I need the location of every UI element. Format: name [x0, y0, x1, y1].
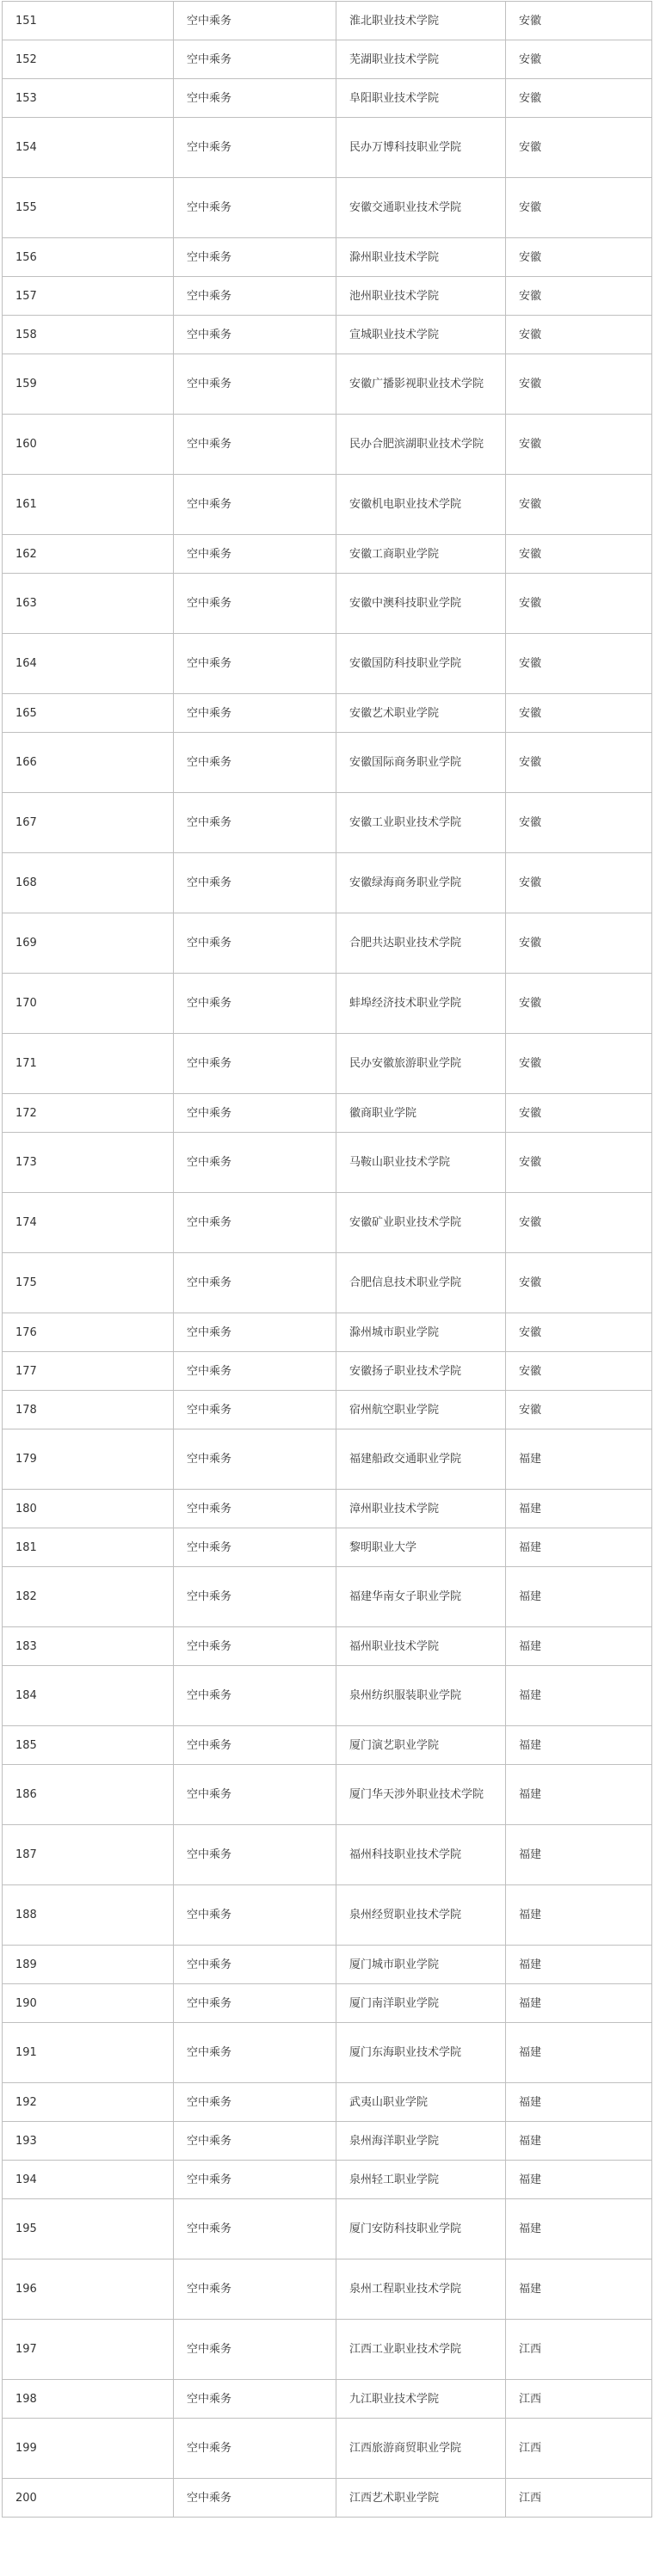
table-row: [3, 475, 652, 535]
table-row: [3, 2259, 652, 2320]
row-number-cell: 183: [3, 1627, 174, 1666]
province-cell: 安徽: [506, 1193, 652, 1253]
province-cell: 安徽: [506, 1253, 652, 1313]
table-row: [3, 634, 652, 694]
school-name-cell: 池州职业技术学院: [336, 277, 506, 316]
province-cell: 安徽: [506, 634, 652, 694]
school-name-cell: 武夷山职业学院: [336, 2083, 506, 2122]
major-cell: 空中乘务: [174, 1946, 336, 1984]
table-row: [3, 1528, 652, 1567]
row-number-cell: 192: [3, 2083, 174, 2122]
province-cell: 安徽: [506, 793, 652, 853]
province-cell: 福建: [506, 1429, 652, 1490]
major-cell: 空中乘务: [174, 974, 336, 1034]
major-cell: 空中乘务: [174, 733, 336, 793]
province-cell: 福建: [506, 1765, 652, 1825]
province-cell: 福建: [506, 2259, 652, 2320]
major-cell: 空中乘务: [174, 535, 336, 574]
province-cell: 安徽: [506, 238, 652, 277]
row-number-cell: 185: [3, 1726, 174, 1765]
table-row: [3, 1133, 652, 1193]
major-cell: 空中乘务: [174, 853, 336, 913]
table-row: [3, 1313, 652, 1352]
school-name-cell: 阜阳职业技术学院: [336, 79, 506, 118]
province-cell: 安徽: [506, 733, 652, 793]
major-cell: 空中乘务: [174, 178, 336, 238]
table-row: [3, 2161, 652, 2199]
school-name-cell: 江西旅游商贸职业学院: [336, 2419, 506, 2479]
school-name-cell: 安徽艺术职业学院: [336, 694, 506, 733]
major-cell: 空中乘务: [174, 1193, 336, 1253]
row-number-cell: 193: [3, 2122, 174, 2161]
row-number-cell: 152: [3, 40, 174, 79]
table-row: [3, 2419, 652, 2479]
table-row: [3, 2479, 652, 2518]
major-cell: 空中乘务: [174, 354, 336, 415]
school-table-body: [3, 2, 652, 2518]
school-name-cell: 安徽机电职业技术学院: [336, 475, 506, 535]
major-cell: 空中乘务: [174, 2023, 336, 2083]
row-number-cell: 174: [3, 1193, 174, 1253]
table-row: [3, 1825, 652, 1885]
table-row: [3, 694, 652, 733]
row-number-cell: 171: [3, 1034, 174, 1094]
table-row: [3, 1627, 652, 1666]
table-row: [3, 733, 652, 793]
table-row: [3, 2023, 652, 2083]
major-cell: 空中乘务: [174, 2479, 336, 2518]
major-cell: 空中乘务: [174, 1313, 336, 1352]
school-name-cell: 安徽工业职业技术学院: [336, 793, 506, 853]
major-cell: 空中乘务: [174, 1726, 336, 1765]
province-cell: 福建: [506, 2023, 652, 2083]
province-cell: 福建: [506, 1726, 652, 1765]
table-row: [3, 354, 652, 415]
major-cell: 空中乘务: [174, 475, 336, 535]
province-cell: 福建: [506, 1885, 652, 1946]
row-number-cell: 163: [3, 574, 174, 634]
school-name-cell: 安徽中澳科技职业学院: [336, 574, 506, 634]
major-cell: 空中乘务: [174, 1528, 336, 1567]
province-cell: 江西: [506, 2419, 652, 2479]
province-cell: 福建: [506, 2083, 652, 2122]
school-name-cell: 泉州纺织服装职业学院: [336, 1666, 506, 1726]
row-number-cell: 179: [3, 1429, 174, 1490]
province-cell: 安徽: [506, 694, 652, 733]
major-cell: 空中乘务: [174, 1094, 336, 1133]
row-number-cell: 178: [3, 1391, 174, 1429]
province-cell: 安徽: [506, 118, 652, 178]
row-number-cell: 155: [3, 178, 174, 238]
province-cell: 江西: [506, 2380, 652, 2419]
major-cell: 空中乘务: [174, 238, 336, 277]
table-row: [3, 2083, 652, 2122]
row-number-cell: 176: [3, 1313, 174, 1352]
school-name-cell: 安徽绿海商务职业学院: [336, 853, 506, 913]
school-name-cell: 厦门城市职业学院: [336, 1946, 506, 1984]
table-row: [3, 974, 652, 1034]
table-row: [3, 1253, 652, 1313]
row-number-cell: 173: [3, 1133, 174, 1193]
province-cell: 福建: [506, 1567, 652, 1627]
province-cell: 福建: [506, 1528, 652, 1567]
school-name-cell: 安徽工商职业学院: [336, 535, 506, 574]
province-cell: 安徽: [506, 1391, 652, 1429]
table-row: [3, 118, 652, 178]
row-number-cell: 187: [3, 1825, 174, 1885]
row-number-cell: 160: [3, 415, 174, 475]
row-number-cell: 158: [3, 316, 174, 354]
table-row: [3, 1352, 652, 1391]
school-name-cell: 徽商职业学院: [336, 1094, 506, 1133]
row-number-cell: 168: [3, 853, 174, 913]
school-name-cell: 黎明职业大学: [336, 1528, 506, 1567]
major-cell: 空中乘务: [174, 40, 336, 79]
table-row: [3, 2199, 652, 2259]
row-number-cell: 153: [3, 79, 174, 118]
province-cell: 安徽: [506, 574, 652, 634]
row-number-cell: 154: [3, 118, 174, 178]
school-name-cell: 滁州职业技术学院: [336, 238, 506, 277]
row-number-cell: 151: [3, 2, 174, 40]
province-cell: 安徽: [506, 1313, 652, 1352]
table-row: [3, 40, 652, 79]
table-row: [3, 1946, 652, 1984]
school-name-cell: 民办合肥滨湖职业技术学院: [336, 415, 506, 475]
table-row: [3, 535, 652, 574]
major-cell: 空中乘务: [174, 1133, 336, 1193]
row-number-cell: 161: [3, 475, 174, 535]
table-row: [3, 853, 652, 913]
province-cell: 福建: [506, 1825, 652, 1885]
table-row: [3, 2, 652, 40]
province-cell: 福建: [506, 2199, 652, 2259]
row-number-cell: 170: [3, 974, 174, 1034]
school-name-cell: 福建船政交通职业学院: [336, 1429, 506, 1490]
table-row: [3, 277, 652, 316]
table-row: [3, 1984, 652, 2023]
major-cell: 空中乘务: [174, 1253, 336, 1313]
school-name-cell: 宿州航空职业学院: [336, 1391, 506, 1429]
row-number-cell: 197: [3, 2320, 174, 2380]
school-name-cell: 安徽矿业职业技术学院: [336, 1193, 506, 1253]
school-name-cell: 合肥共达职业技术学院: [336, 913, 506, 974]
major-cell: 空中乘务: [174, 634, 336, 694]
major-cell: 空中乘务: [174, 2, 336, 40]
province-cell: 安徽: [506, 277, 652, 316]
row-number-cell: 200: [3, 2479, 174, 2518]
major-cell: 空中乘务: [174, 913, 336, 974]
row-number-cell: 159: [3, 354, 174, 415]
major-cell: 空中乘务: [174, 2380, 336, 2419]
major-cell: 空中乘务: [174, 2320, 336, 2380]
school-name-cell: 民办万博科技职业学院: [336, 118, 506, 178]
major-cell: 空中乘务: [174, 2083, 336, 2122]
row-number-cell: 156: [3, 238, 174, 277]
school-name-cell: 滁州城市职业学院: [336, 1313, 506, 1352]
province-cell: 安徽: [506, 1094, 652, 1133]
row-number-cell: 162: [3, 535, 174, 574]
major-cell: 空中乘务: [174, 1391, 336, 1429]
row-number-cell: 182: [3, 1567, 174, 1627]
table-row: [3, 574, 652, 634]
table-row: [3, 1567, 652, 1627]
major-cell: 空中乘务: [174, 1984, 336, 2023]
school-table: [2, 1, 652, 2518]
major-cell: 空中乘务: [174, 2419, 336, 2479]
major-cell: 空中乘务: [174, 1666, 336, 1726]
row-number-cell: 172: [3, 1094, 174, 1133]
table-row: [3, 793, 652, 853]
province-cell: 福建: [506, 1627, 652, 1666]
school-name-cell: 厦门东海职业技术学院: [336, 2023, 506, 2083]
province-cell: 江西: [506, 2320, 652, 2380]
table-row: [3, 913, 652, 974]
school-name-cell: 蚌埠经济技术职业学院: [336, 974, 506, 1034]
row-number-cell: 177: [3, 1352, 174, 1391]
school-name-cell: 厦门安防科技职业学院: [336, 2199, 506, 2259]
row-number-cell: 167: [3, 793, 174, 853]
row-number-cell: 169: [3, 913, 174, 974]
major-cell: 空中乘务: [174, 2259, 336, 2320]
school-name-cell: 泉州轻工职业学院: [336, 2161, 506, 2199]
school-name-cell: 合肥信息技术职业学院: [336, 1253, 506, 1313]
major-cell: 空中乘务: [174, 1034, 336, 1094]
table-row: [3, 1429, 652, 1490]
school-name-cell: 安徽国际商务职业学院: [336, 733, 506, 793]
major-cell: 空中乘务: [174, 1352, 336, 1391]
major-cell: 空中乘务: [174, 1765, 336, 1825]
school-name-cell: 福建华南女子职业学院: [336, 1567, 506, 1627]
province-cell: 福建: [506, 2161, 652, 2199]
province-cell: 福建: [506, 2122, 652, 2161]
row-number-cell: 181: [3, 1528, 174, 1567]
province-cell: 安徽: [506, 1352, 652, 1391]
table-row: [3, 1490, 652, 1528]
major-cell: 空中乘务: [174, 316, 336, 354]
province-cell: 福建: [506, 1946, 652, 1984]
province-cell: 安徽: [506, 40, 652, 79]
school-name-cell: 厦门华天涉外职业技术学院: [336, 1765, 506, 1825]
table-row: [3, 316, 652, 354]
school-name-cell: 民办安徽旅游职业学院: [336, 1034, 506, 1094]
major-cell: 空中乘务: [174, 2122, 336, 2161]
row-number-cell: 184: [3, 1666, 174, 1726]
table-row: [3, 2122, 652, 2161]
school-name-cell: 淮北职业技术学院: [336, 2, 506, 40]
province-cell: 福建: [506, 1984, 652, 2023]
row-number-cell: 186: [3, 1765, 174, 1825]
province-cell: 安徽: [506, 535, 652, 574]
major-cell: 空中乘务: [174, 1885, 336, 1946]
table-row: [3, 1765, 652, 1825]
province-cell: 安徽: [506, 415, 652, 475]
school-name-cell: 安徽广播影视职业技术学院: [336, 354, 506, 415]
major-cell: 空中乘务: [174, 2199, 336, 2259]
row-number-cell: 166: [3, 733, 174, 793]
table-row: [3, 2320, 652, 2380]
row-number-cell: 190: [3, 1984, 174, 2023]
table-row: [3, 178, 652, 238]
major-cell: 空中乘务: [174, 694, 336, 733]
table-row: [3, 238, 652, 277]
province-cell: 福建: [506, 1666, 652, 1726]
school-name-cell: 厦门演艺职业学院: [336, 1726, 506, 1765]
row-number-cell: 157: [3, 277, 174, 316]
school-name-cell: 泉州经贸职业技术学院: [336, 1885, 506, 1946]
major-cell: 空中乘务: [174, 1567, 336, 1627]
table-row: [3, 2380, 652, 2419]
major-cell: 空中乘务: [174, 1429, 336, 1490]
school-name-cell: 漳州职业技术学院: [336, 1490, 506, 1528]
province-cell: 安徽: [506, 1133, 652, 1193]
school-name-cell: 泉州海洋职业学院: [336, 2122, 506, 2161]
row-number-cell: 191: [3, 2023, 174, 2083]
table-row: [3, 1094, 652, 1133]
school-name-cell: 宣城职业技术学院: [336, 316, 506, 354]
row-number-cell: 164: [3, 634, 174, 694]
province-cell: 安徽: [506, 475, 652, 535]
row-number-cell: 165: [3, 694, 174, 733]
school-name-cell: 江西工业职业技术学院: [336, 2320, 506, 2380]
school-name-cell: 安徽扬子职业技术学院: [336, 1352, 506, 1391]
row-number-cell: 189: [3, 1946, 174, 1984]
school-name-cell: 福州职业技术学院: [336, 1627, 506, 1666]
school-name-cell: 安徽交通职业技术学院: [336, 178, 506, 238]
table-row: [3, 1193, 652, 1253]
province-cell: 安徽: [506, 2, 652, 40]
table-row: [3, 1885, 652, 1946]
school-name-cell: 江西艺术职业学院: [336, 2479, 506, 2518]
province-cell: 安徽: [506, 316, 652, 354]
major-cell: 空中乘务: [174, 1490, 336, 1528]
row-number-cell: 195: [3, 2199, 174, 2259]
table-row: [3, 1391, 652, 1429]
major-cell: 空中乘务: [174, 415, 336, 475]
province-cell: 江西: [506, 2479, 652, 2518]
province-cell: 安徽: [506, 178, 652, 238]
row-number-cell: 199: [3, 2419, 174, 2479]
row-number-cell: 198: [3, 2380, 174, 2419]
province-cell: 安徽: [506, 354, 652, 415]
school-name-cell: 厦门南洋职业学院: [336, 1984, 506, 2023]
table-row: [3, 1034, 652, 1094]
row-number-cell: 175: [3, 1253, 174, 1313]
province-cell: 安徽: [506, 913, 652, 974]
row-number-cell: 180: [3, 1490, 174, 1528]
table-row: [3, 415, 652, 475]
major-cell: 空中乘务: [174, 79, 336, 118]
table-row: [3, 1666, 652, 1726]
province-cell: 安徽: [506, 79, 652, 118]
major-cell: 空中乘务: [174, 793, 336, 853]
major-cell: 空中乘务: [174, 2161, 336, 2199]
school-name-cell: 泉州工程职业技术学院: [336, 2259, 506, 2320]
major-cell: 空中乘务: [174, 1627, 336, 1666]
major-cell: 空中乘务: [174, 1825, 336, 1885]
school-name-cell: 芜湖职业技术学院: [336, 40, 506, 79]
school-name-cell: 马鞍山职业技术学院: [336, 1133, 506, 1193]
major-cell: 空中乘务: [174, 277, 336, 316]
table-row: [3, 1726, 652, 1765]
row-number-cell: 196: [3, 2259, 174, 2320]
province-cell: 福建: [506, 1490, 652, 1528]
major-cell: 空中乘务: [174, 118, 336, 178]
province-cell: 安徽: [506, 974, 652, 1034]
school-name-cell: 安徽国防科技职业学院: [336, 634, 506, 694]
table-row: [3, 79, 652, 118]
row-number-cell: 194: [3, 2161, 174, 2199]
school-name-cell: 福州科技职业技术学院: [336, 1825, 506, 1885]
province-cell: 安徽: [506, 853, 652, 913]
row-number-cell: 188: [3, 1885, 174, 1946]
province-cell: 安徽: [506, 1034, 652, 1094]
major-cell: 空中乘务: [174, 574, 336, 634]
school-name-cell: 九江职业技术学院: [336, 2380, 506, 2419]
